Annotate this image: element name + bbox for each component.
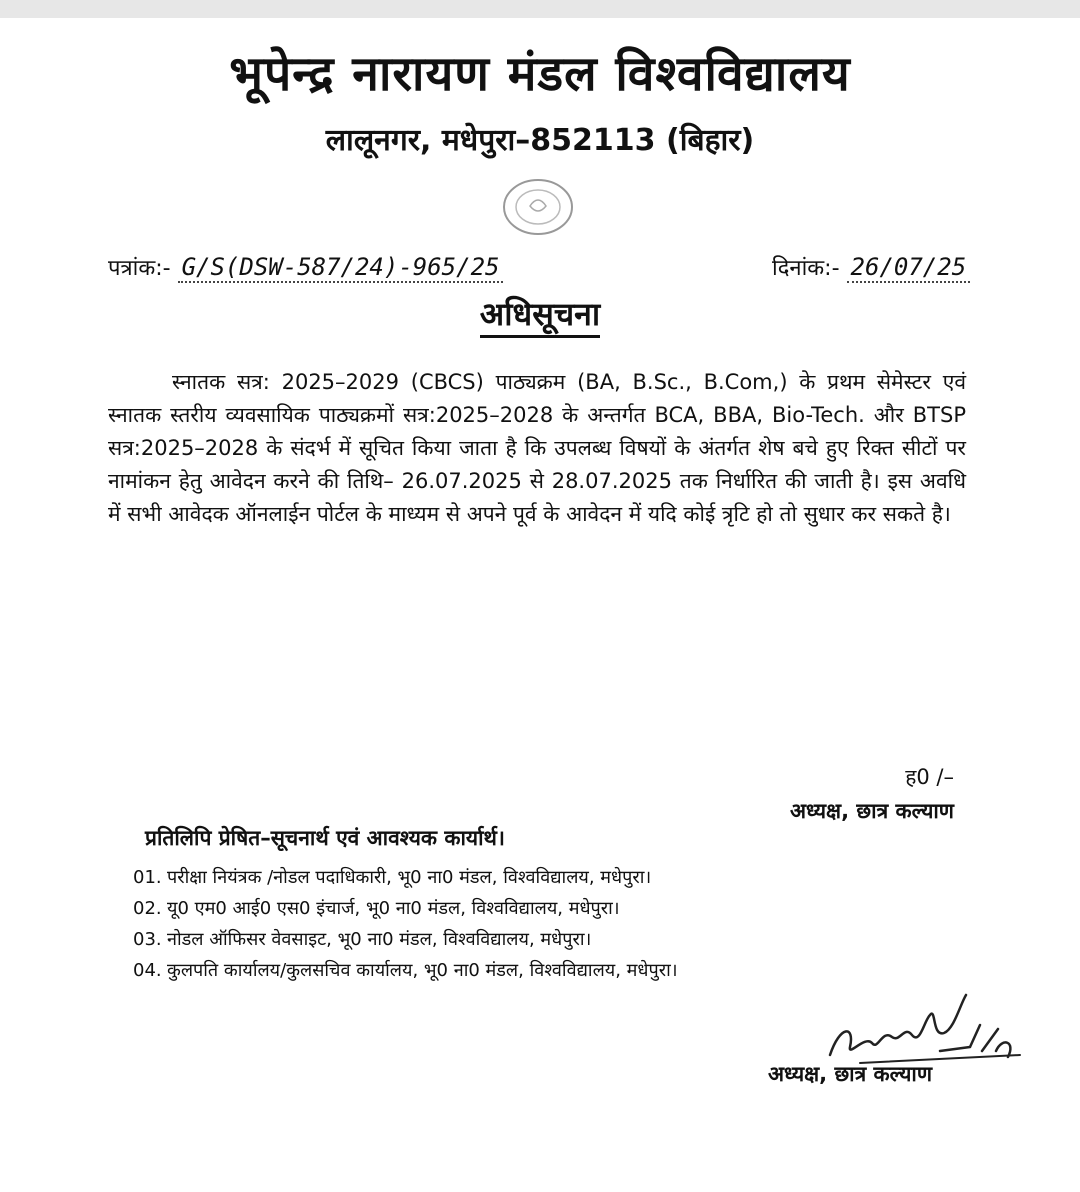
university-title: भूपेन्द्र नारायण मंडल विश्वविद्यालय — [229, 46, 851, 102]
list-item: 03. नोडल ऑफिसर वेवसाइट, भू0 ना0 मंडल, विश्वविद्यालय, मधेपुरा। — [133, 929, 592, 950]
date-line — [772, 252, 970, 282]
copy-to-list — [133, 862, 678, 986]
signatory-top — [790, 760, 954, 828]
signed-mark: ह0 /– — [905, 765, 954, 789]
notice-title: अधिसूचना — [0, 292, 1080, 335]
signatory-designation: अध्यक्ष, छात्र कल्याण — [789, 799, 954, 823]
list-item: 01. परीक्षा नियंत्रक /नोडल पदाधिकारी, भू0 ना0 मंडल, विश्वविद्यालय, मधेपुरा। — [133, 867, 652, 888]
signatory-bottom-designation: अध्यक्ष, छात्र कल्याण — [768, 1062, 933, 1086]
university-address: लालूनगर, मधेपुरा–852113 (बिहार) — [325, 123, 755, 158]
date-label: दिनांक:- — [772, 256, 840, 281]
reference-line — [108, 252, 503, 282]
list-item: 04. कुलपति कार्यालय/कुलसचिव कार्यालय, भू0 ना0 मंडल, विश्वविद्यालय, मधेपुरा। — [133, 960, 678, 981]
copy-to-heading: प्रतिलिपि प्रेषित–सूचनार्थ एवं आवश्यक कार्यार्थ। — [145, 826, 505, 850]
date-value: 26/07/25 — [847, 253, 971, 283]
seal-stamp-icon — [498, 176, 578, 238]
top-bar — [0, 0, 1080, 18]
list-item: 02. यू0 एम0 आई0 एस0 इंचार्ज, भू0 ना0 मंडल, विश्वविद्यालय, मधेपुरा। — [133, 898, 620, 919]
reference-number: G/S(DSW-587/24)-965/25 — [178, 253, 504, 283]
notice-body: स्नातक सत्र: 2025–2029 (CBCS) पाठ्यक्रम (BA, B.Sc., B.Com,) के प्रथम सेमेस्टर एवं स्नातक स्तरीय व्यवसायिक पाठ्यक्रमों सत्र:2025–2028 के अन्तर्गत BCA, BBA, Bio-Tech. और BTSP सत्र:2025–2028 के संदर्भ में सूचित किया जाता है कि उपलब्ध विषयों के अंतर्गत शेष बचे हुए रिक्त सीटों पर नामांकन हेतु आवेदन करने की तिथि– 26.07.2025 से 28.07.2025 तक निर्धारित की जाती है। इस अवधि में सभी आवेदक ऑनलाईन पोर्टल के माध्यम से अपने पूर्व के आवेदन में यदि कोई त्रृटि हो तो सुधार कर सकते है। — [108, 370, 966, 526]
reference-label: पत्रांक:- — [108, 256, 171, 281]
